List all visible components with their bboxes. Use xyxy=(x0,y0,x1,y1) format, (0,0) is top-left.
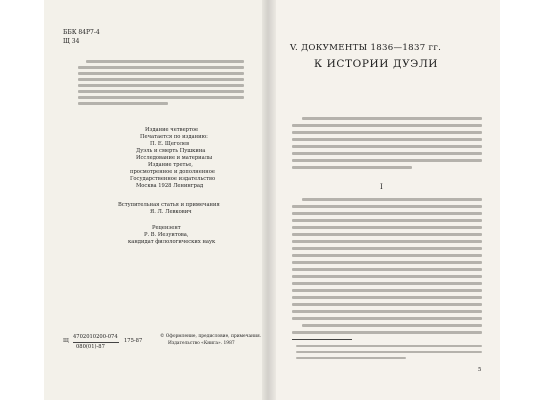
reviewer-name: Р. В. Иезуитова, xyxy=(144,232,189,238)
reviewer-label: Рецензент xyxy=(152,225,181,231)
bbk-code: ББК 84Р7-4 xyxy=(63,29,100,36)
section-number: I xyxy=(380,183,383,191)
catalog-code: Щ 34 xyxy=(63,38,80,45)
catalog-letter: Щ xyxy=(63,338,69,344)
code-line-2: 080(01)-87 xyxy=(76,344,105,350)
right-page xyxy=(268,0,500,400)
code-line-1: 4702010200-074 xyxy=(73,334,118,340)
book-title-line: Дуэль и смерть Пушкина xyxy=(136,148,206,154)
footnote-separator xyxy=(292,339,352,340)
reviewer-title: кандидат филологических наук xyxy=(128,239,216,245)
edition-third-line: Издание третье, xyxy=(148,162,193,168)
book-subtitle-line: Исследование и материалы xyxy=(136,155,213,161)
intro-author: Я. Л. Левкович xyxy=(150,209,192,215)
city-year-line: Москва 1928 Ленинград xyxy=(136,183,204,189)
page-number: 5 xyxy=(478,367,482,373)
left-page xyxy=(44,0,268,400)
book-gutter xyxy=(262,0,276,400)
code-suffix: 175-87 xyxy=(124,338,143,344)
print-source-line: Печатается по изданию: xyxy=(140,134,208,140)
edition-line: Издание четвертое xyxy=(145,127,199,133)
revised-line: просмотренное и дополненное xyxy=(130,169,215,175)
copyright-line-1: © Оформление, предисловие, примечания. xyxy=(160,334,262,339)
publisher-line: Государственное издательство xyxy=(130,176,216,182)
copyright-line-2: Издательство «Книга». 1987 xyxy=(168,341,235,346)
chapter-title: К ИСТОРИИ ДУЭЛИ xyxy=(314,58,439,70)
code-fraction-line xyxy=(73,342,119,343)
intro-line: Вступительная статья и примечания xyxy=(118,202,220,208)
section-title: V. ДОКУМЕНТЫ 1836—1837 гг. xyxy=(290,43,442,53)
author-line: П. Е. Щеголев xyxy=(150,141,190,147)
